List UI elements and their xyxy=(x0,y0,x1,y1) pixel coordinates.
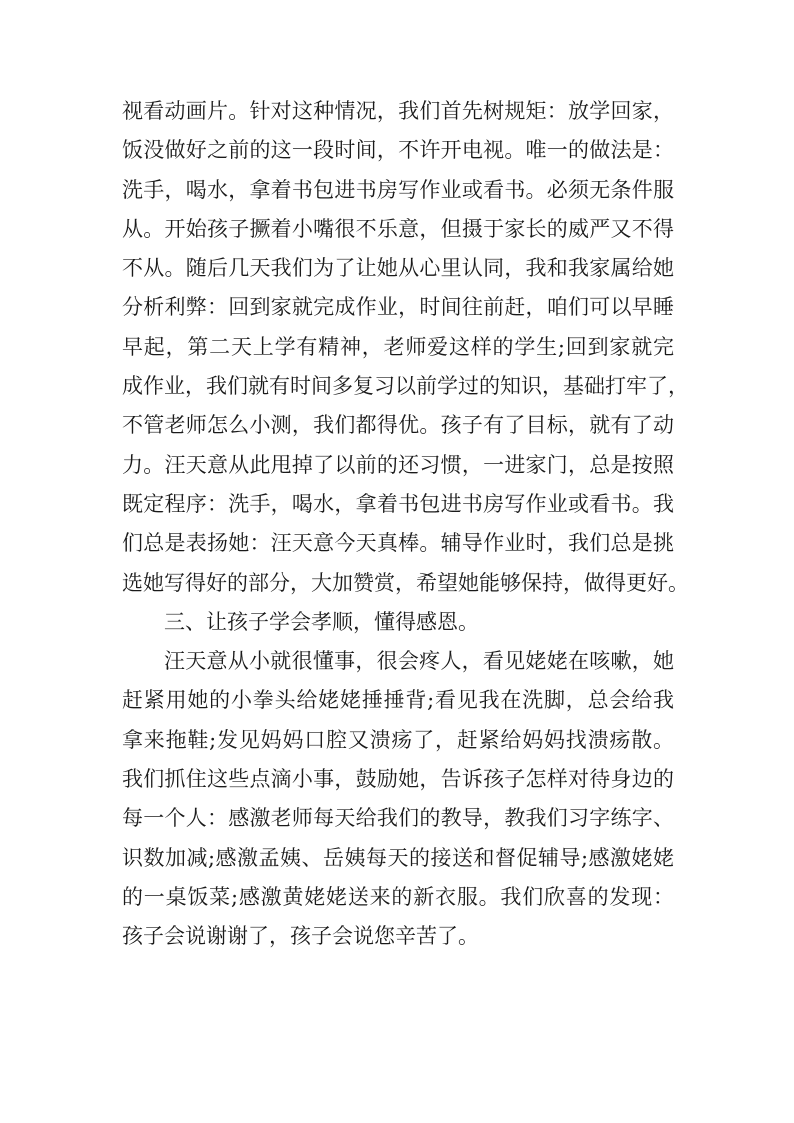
document-body xyxy=(122,92,689,957)
text-line: 洗手，喝水，拿着书包进书房写作业或看书。必须无条件服 xyxy=(122,177,674,202)
text-line: 赶紧用她的小拳头给姥姥捶捶背;看见我在洗脚，总会给我 xyxy=(122,688,674,713)
text-line: 分析利弊：回到家就完成作业，时间往前赶，咱们可以早睡 xyxy=(122,295,674,320)
text-line: 每一个人：感激老师每天给我们的教导，教我们习字练字、 xyxy=(122,806,674,831)
text-line: 从。开始孩子撅着小嘴很不乐意，但摄于家长的威严又不得 xyxy=(122,216,674,241)
text-line: 拿来拖鞋;发见妈妈口腔又溃疡了，赶紧给妈妈找溃疡散。 xyxy=(122,727,674,752)
text-line: 既定程序：洗手，喝水，拿着书包进书房写作业或看书。我 xyxy=(122,491,674,516)
text-line: 选她写得好的部分，大加赞赏，希望她能够保持，做得更好。 xyxy=(122,570,689,595)
text-line: 的一桌饭菜;感激黄姥姥送来的新衣服。我们欣喜的发现： xyxy=(122,884,674,909)
text-line: 们总是表扬她：汪天意今天真棒。辅导作业时，我们总是挑 xyxy=(122,531,674,556)
text-line: 孩子会说谢谢了，孩子会说您辛苦了。 xyxy=(122,924,479,949)
text-line: 视看动画片。针对这种情况，我们首先树规矩：放学回家， xyxy=(122,99,674,123)
text-line: 成作业，我们就有时间多复习以前学过的知识，基础打牢了， xyxy=(122,374,689,399)
text-line: 早起，第二天上学有精神，老师爱这样的学生;回到家就完 xyxy=(122,334,674,359)
text-line: 我们抓住这些点滴小事，鼓励她，告诉孩子怎样对待身边的 xyxy=(122,767,674,792)
text-line: 力。汪天意从此甩掉了以前的还习惯，一进家门，总是按照 xyxy=(122,452,674,477)
text-line: 识数加减;感激孟姨、岳姨每天的接送和督促辅导;感激姥姥 xyxy=(122,845,674,870)
text-line: 不从。随后几天我们为了让她从心里认同，我和我家属给她 xyxy=(122,256,674,281)
text-line: 饭没做好之前的这一段时间，不许开电视。唯一的做法是： xyxy=(122,138,674,163)
section-heading: 三、让孩子学会孝顺，懂得感恩。 xyxy=(164,609,479,634)
text-line: 不管老师怎么小测，我们都得优。孩子有了目标，就有了动 xyxy=(122,413,674,438)
text-line: 汪天意从小就很懂事，很会疼人，看见姥姥在咳嗽，她 xyxy=(164,649,674,674)
